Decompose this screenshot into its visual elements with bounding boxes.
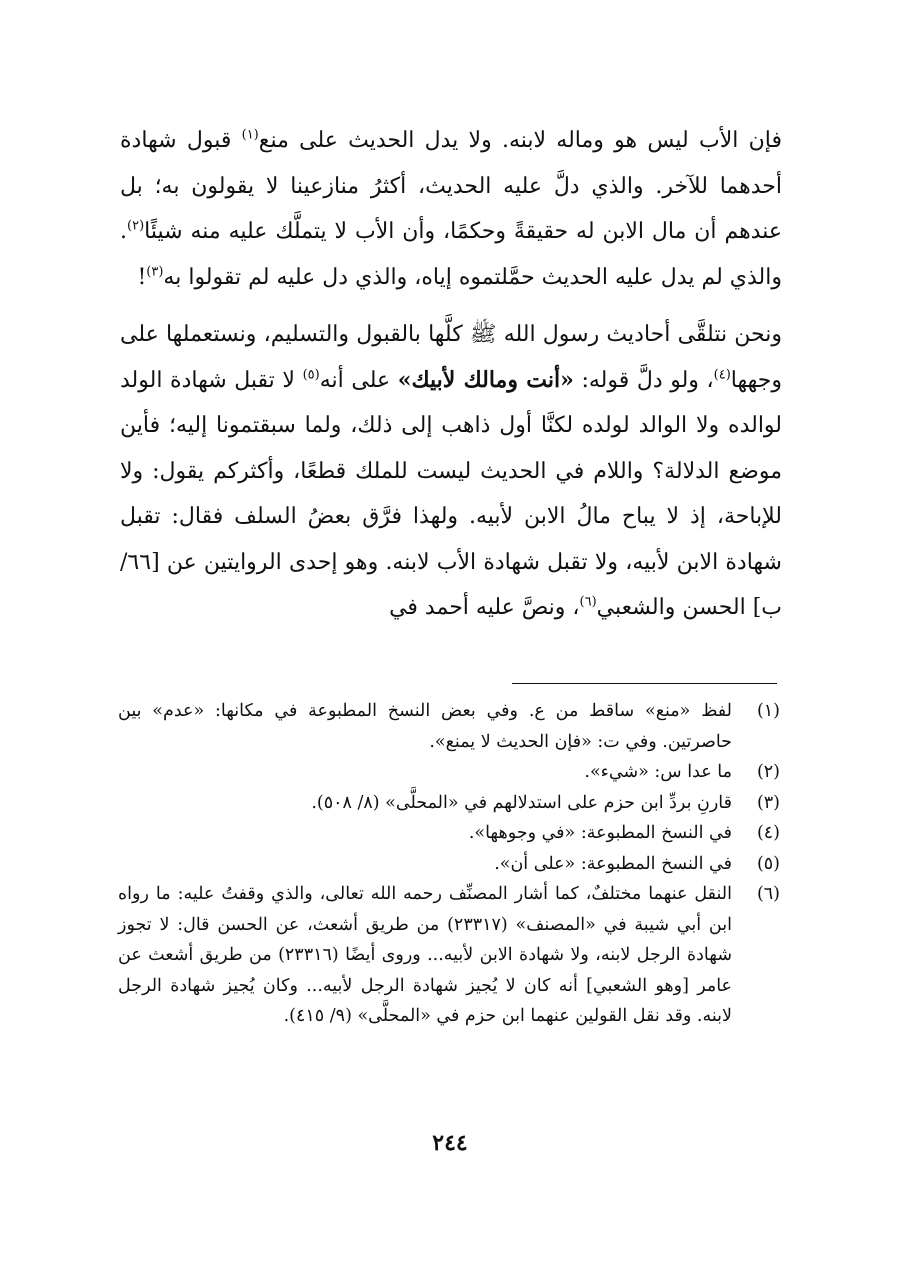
footnote-4 [118,818,780,849]
footnote-text: قارنِ بردِّ ابن حزم على استدلالهم في «المحلَّى» (٨/ ٥٠٨). [311,792,732,813]
footnote-ref-4[interactable]: (٤) [713,367,731,383]
text-run: ! [137,264,147,290]
text-run: على أنه [319,367,398,393]
footnote-text: في النسخ المطبوعة: «في وجوهها». [468,823,732,843]
footnote-ref-2[interactable]: (٢) [127,218,145,234]
text-run: ونحن نتلقَّى أحاديث رسول الله ﷺ كلَّها بالقبول والتسليم، ونستعملها على وجهها [120,322,782,393]
footnote-text: لفظ «منع» ساقط من ع. وفي بعض النسخ المطبوعة في مكانها: «عدم» بين حاصرتين. وفي ت: «فإن الحديث لا يمنع». [118,701,732,752]
paragraph-2 [120,312,782,631]
footnote-6 [118,879,780,1032]
hadith-quote: «أنت ومالك لأبيك» [397,366,574,393]
footnote-text: ما عدا س: «شيء». [584,762,732,782]
footnote-number: (٢) [756,762,780,782]
footnote-ref-6[interactable]: (٦) [579,594,597,610]
footnote-2 [118,757,780,788]
footnote-number: (١) [756,701,780,721]
footnote-number: (٦) [756,884,780,904]
text-run: . والذي لم يدل عليه الحديث حمَّلتموه إياه، والذي دل عليه لم تقولوا به [120,219,782,290]
text-run: ، ونصَّ عليه أحمد في [389,595,580,620]
footnotes [118,696,780,1032]
footnote-text: النقل عنهما مختلفٌ، كما أشار المصنِّف رحمه الله تعالى، والذي وقفتُ عليه: ما رواه ابن أبي شيبة في «المصنف» (٢٣٣١٧) من طريق أشعث، عن الحسن قال: لا تجوز شهادة الرجل لابنه، ولا شهادة الابن لأبيه... وروى أيضًا (٢٣٣١٦) من طريق أشعث عن عامر [وهو الشعبي] أنه كان لا يُجيز شهادة الرجل لأبيه... وكان يُجيز شهادة الرجل لابنه. وقد نقل القولين عنهما ابن حزم في «المحلَّى» (٩/ ٤١٥). [118,884,732,1026]
paragraph-1 [120,118,782,300]
text-run: قبول شهادة أحدهما للآخر. والذي دلَّ عليه الحديث، أكثرُ منازعينا لا يقولون به؛ بل عندهم أن مال الابن له حقيقةً وحكمًا، وأن الأب لا يتملَّك عليه منه شيئًا [120,128,783,244]
footnote-ref-5[interactable]: (٥) [302,367,320,383]
footnote-ref-1[interactable]: (١) [241,127,259,143]
main-text [120,118,782,631]
footnote-number: (٥) [756,853,780,874]
footnote-number: (٤) [756,823,780,843]
footnote-ref-3[interactable]: (٣) [146,264,164,280]
footnote-text: في النسخ المطبوعة: «على أن». [494,853,732,874]
text-run: ، ولو دلَّ قوله: [573,367,714,393]
footnote-divider [512,683,777,684]
footnote-1 [118,696,780,757]
footnote-3 [118,788,780,819]
text-run: لا تقبل شهادة الولد لوالده ولا الوالد لولده لكنَّا أول ذاهب إلى ذلك، ولما سبقتمونا إليه؛ فأين موضع الدلالة؟ واللام في الحديث ليست للملك قطعًا، وأكثركم يقول: ولا للإباحة، إذ لا يباح مالُ الابن لأبيه. ولهذا فرَّق بعضُ السلف فقال: تقبل شهادة الابن لأبيه، ولا تقبل شهادة الأب لابنه. وهو إحدى الروايتين عن [٦٦/ب] الحسن والشعبي [120,367,782,620]
page-number: ٢٤٤ [432,1130,468,1156]
footnote-number: (٣) [756,792,780,813]
footnote-5 [118,849,780,880]
text-run: فإن الأب ليس هو وماله لابنه. ولا يدل الحديث على منع [258,128,782,153]
